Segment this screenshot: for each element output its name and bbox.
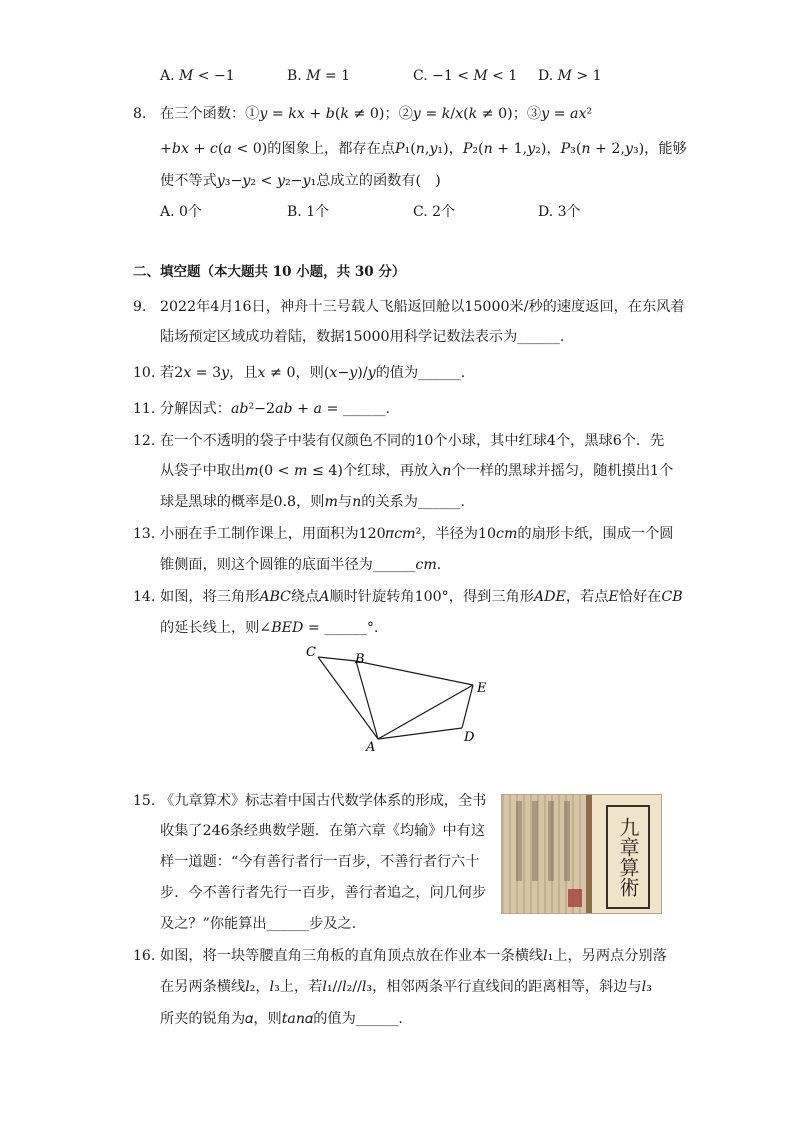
q13-line-1: 小丽在手工制作课上，用面积为120𝜋𝑐𝑚²，半径为10𝑐𝑚的扇形卡纸，围成一个圆 (160, 526, 674, 542)
q7-option-b: B. 𝑀 = 1 (287, 68, 351, 84)
q7-option-d: D. 𝑀 > 1 (538, 68, 602, 84)
q12-line-3: 球是黑球的概率是0.8，则𝑚与𝑛的关系为______. (160, 494, 466, 510)
label-a: A (366, 740, 376, 755)
segment-be (356, 661, 473, 685)
q12-line-2: 从袋子中取出𝑚(0 < 𝑚 ≤ 4)个红球，再放入𝑛个一样的黑球并摇匀，随机摸出1个 (160, 463, 674, 479)
segment-de (462, 685, 473, 728)
q13-number: 13. (133, 526, 156, 542)
segment-ba (356, 661, 378, 739)
q8-number: 8. (133, 106, 147, 122)
q8-option-d: D. 3个 (538, 204, 581, 220)
q14-number: 14. (133, 589, 156, 605)
nine-chapters-book-photo (501, 794, 662, 914)
q15-number: 15. (133, 793, 156, 809)
q10-number: 10. (133, 365, 156, 381)
q15-line-2: 收集了246条经典数学题．在第六章《均输》中有这 (160, 823, 486, 839)
q8-line-1: 在三个函数：①𝑦 = 𝑘𝑥 + 𝑏(𝑘 ≠ 0)；②𝑦 = 𝑘/𝑥(𝑘 ≠ 0)；③𝑦 = 𝑎𝑥² (160, 106, 593, 122)
q11-number: 11. (133, 401, 156, 417)
q15-line-5: 及之？”你能算出______步及之． (160, 916, 366, 932)
q12-number: 12. (133, 433, 156, 449)
q15-line-3: 样一道题：“今有善行者行一百步，不善行者行六十 (160, 854, 480, 870)
segment-ae (378, 685, 473, 739)
q8-option-a: A. 0个 (160, 204, 202, 220)
q16-line-1: 如图，将一块等腰直角三角板的直角顶点放在作业本一条横线𝑙₁上，另两点分别落 (160, 948, 667, 964)
q15-line-4: 步．今不善行者先行一百步，善行者追之，问几何步 (160, 885, 487, 901)
q8-line-2: +𝑏𝑥 + 𝑐(𝑎 < 0)的图象上，都存在点𝑃₁(𝑛,𝑦₁)，𝑃₂(𝑛 + 1,𝑦₂)，𝑃₃(𝑛 + 2,𝑦₃)，能够 (160, 141, 687, 157)
q15-line-1: 《九章算术》标志着中国古代数学体系的形成，全书 (160, 793, 487, 809)
label-c: C (306, 645, 316, 660)
segment-ad (378, 728, 462, 739)
q13-line-2: 锥侧面，则这个圆锥的底面半径为______𝑐𝑚. (160, 557, 442, 573)
q14-line-1: 如图，将三角形𝐴𝐵𝐶绕点𝐴顺时针旋转角100°，得到三角形𝐴𝐷𝐸，若点𝐸恰好在𝐶𝐵 (160, 589, 683, 605)
q9-line-1: 2022年4月16日，神舟十三号载人飞船返回舱以15000米/秒的速度返回，在东风着 (160, 299, 685, 315)
q11-line-1: 分解因式：𝑎𝑏²−2𝑎𝑏 + 𝑎 = ______. (160, 401, 390, 417)
segment-cb (318, 657, 356, 661)
q8-line-3: 使不等式𝑦₃−𝑦₂ < 𝑦₂−𝑦₁总成立的函数有( ) (160, 173, 441, 189)
seal-stamp (568, 889, 582, 907)
section-heading-fill-in: 二、填空题（本大题共 10 小题，共 30 分） (133, 264, 406, 280)
q10-line-1: 若2𝑥 = 3𝑦，且𝑥 ≠ 0，则(𝑥−𝑦)/𝑦的值为______. (160, 365, 466, 381)
segment-ca (318, 657, 378, 739)
q9-number: 9. (133, 299, 147, 315)
label-d: D (464, 730, 475, 745)
label-b: B (355, 652, 365, 667)
q14-line-2: 的延长线上，则∠𝐵𝐸𝐷 = ______°. (160, 620, 379, 636)
q7-option-a: A. 𝑀 < −1 (160, 68, 235, 84)
q8-option-b: B. 1个 (287, 204, 330, 220)
q7-option-c: C. −1 < 𝑀 < 1 (413, 68, 518, 84)
book-title-label: 九章算術 (606, 805, 650, 909)
q9-line-2: 陆场预定区域成功着陆，数据15000用科学记数法表示为______. (160, 329, 565, 345)
q8-option-c: C. 2个 (413, 204, 456, 220)
q16-number: 16. (133, 948, 156, 964)
label-e: E (477, 681, 487, 696)
q16-line-3: 所夹的锐角为𝛼，则𝑡𝑎𝑛𝛼的值为______. (160, 1011, 403, 1027)
q16-line-2: 在另两条横线𝑙₂，𝑙₃上，若𝑙₁//𝑙₂//𝑙₃，相邻两条平行直线间的距离相等，斜边与𝑙₃ (160, 979, 652, 995)
q14-triangle-diagram (300, 640, 500, 755)
q12-line-1: 在一个不透明的袋子中装有仅颜色不同的10个小球，其中红球4个，黑球6个．先 (160, 433, 665, 449)
